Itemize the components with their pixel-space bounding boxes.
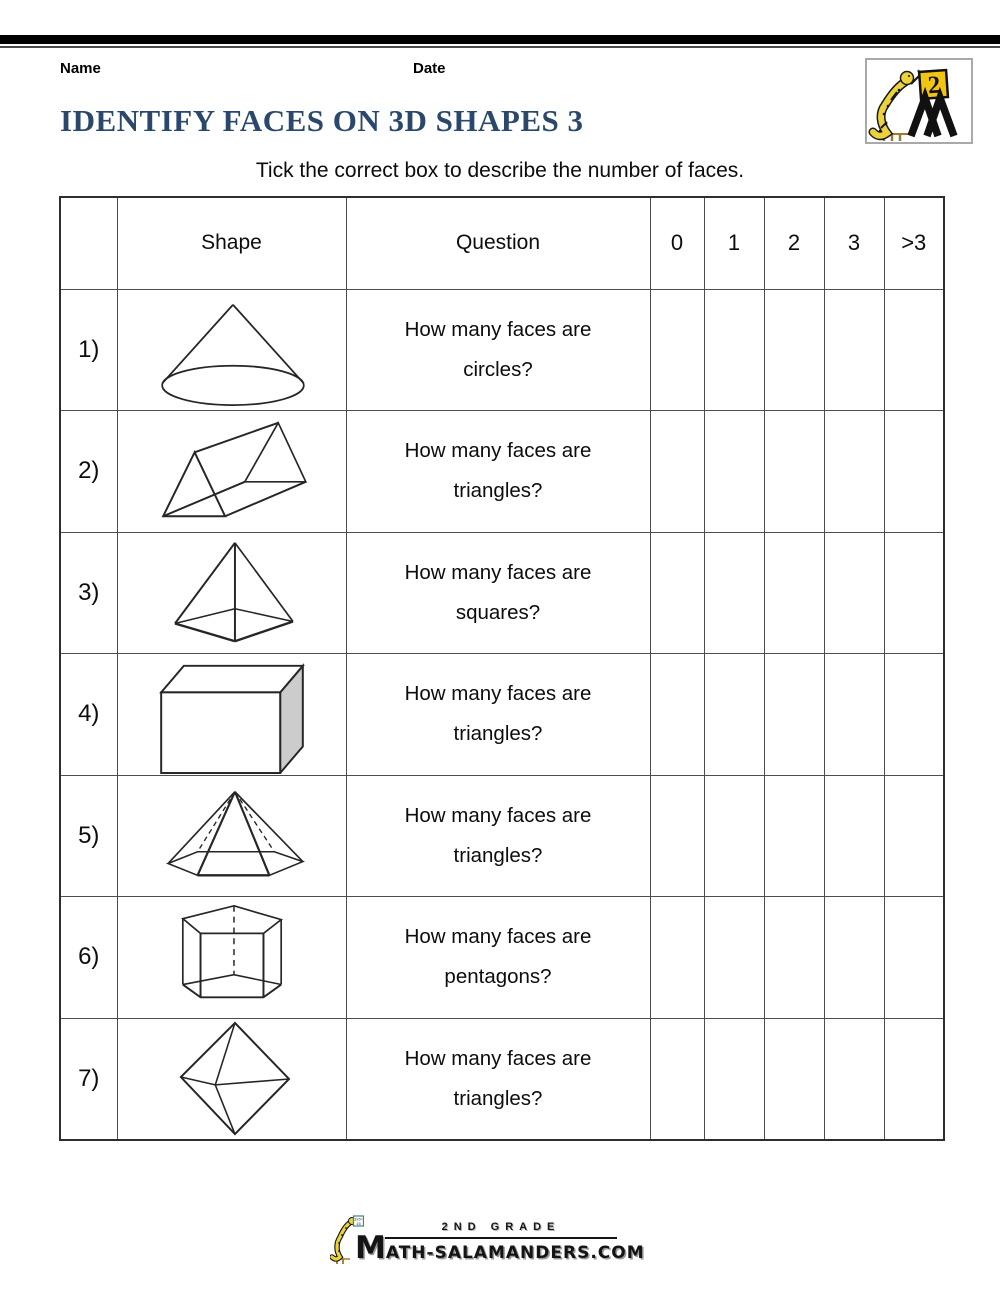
tick-cell[interactable] (824, 289, 884, 411)
table-row (60, 532, 944, 654)
square-pyramid-shape-icon (118, 533, 346, 653)
table-row (60, 775, 944, 897)
question-text: How many faces are triangles? (346, 1018, 650, 1140)
brand-logo (865, 58, 973, 144)
table-row (60, 654, 944, 776)
table-row (60, 289, 944, 411)
tick-cell[interactable] (764, 532, 824, 654)
tick-cell[interactable] (764, 289, 824, 411)
question-text: How many faces are circles? (346, 289, 650, 411)
tick-cell[interactable] (704, 532, 764, 654)
row-number: 3) (60, 532, 117, 654)
tick-cell[interactable] (884, 289, 944, 411)
salamander-logo-icon (867, 60, 971, 142)
shape-cell (117, 532, 346, 654)
name-label: Name (60, 60, 101, 77)
svg-text:3x5=: 3x5= (354, 1216, 363, 1222)
cone-shape-icon (118, 290, 346, 410)
tick-cell[interactable] (650, 775, 704, 897)
tick-cell[interactable] (764, 775, 824, 897)
tick-cell[interactable] (650, 411, 704, 533)
faces-table (59, 196, 945, 1141)
date-label: Date (413, 60, 446, 77)
page-title: IDENTIFY FACES ON 3D SHAPES 3 (60, 103, 584, 138)
tick-cell[interactable] (824, 654, 884, 776)
question-text: How many faces are triangles? (346, 411, 650, 533)
shape-cell (117, 289, 346, 411)
tick-cell[interactable] (704, 1018, 764, 1140)
column-header-question: Question (346, 197, 650, 289)
tick-cell[interactable] (824, 411, 884, 533)
footer-brand (330, 1213, 670, 1273)
table-row (60, 897, 944, 1019)
m-letter-icon (911, 98, 954, 136)
shape-cell (117, 775, 346, 897)
tick-cell[interactable] (650, 897, 704, 1019)
column-header-1: 1 (704, 197, 764, 289)
tick-cell[interactable] (764, 411, 824, 533)
octahedron-shape-icon (118, 1019, 346, 1139)
tick-cell[interactable] (650, 1018, 704, 1140)
column-header-0: 0 (650, 197, 704, 289)
svg-text:15: 15 (356, 1221, 361, 1226)
tick-cell[interactable] (704, 775, 764, 897)
tick-cell[interactable] (884, 411, 944, 533)
row-number: 2) (60, 411, 117, 533)
tick-cell[interactable] (764, 654, 824, 776)
column-header-gt3: >3 (884, 197, 944, 289)
shape-cell (117, 654, 346, 776)
tick-cell[interactable] (884, 775, 944, 897)
tick-cell[interactable] (650, 289, 704, 411)
cuboid-shape-icon (118, 654, 346, 774)
table-row (60, 1018, 944, 1140)
column-header-shape: Shape (117, 197, 346, 289)
header-row (60, 197, 944, 289)
tick-cell[interactable] (704, 411, 764, 533)
footer-site-text (355, 1230, 645, 1266)
footer-site-rest: ATH-SALAMANDERS.COM (385, 1243, 645, 1263)
triangular-prism-shape-icon (118, 411, 346, 531)
row-number: 1) (60, 289, 117, 411)
tick-cell[interactable] (764, 1018, 824, 1140)
tick-cell[interactable] (650, 532, 704, 654)
tick-cell[interactable] (824, 1018, 884, 1140)
shape-cell (117, 411, 346, 533)
row-number: 4) (60, 654, 117, 776)
question-text: How many faces are pentagons? (346, 897, 650, 1019)
top-rule-thick (0, 35, 1000, 44)
pentagonal-prism-shape-icon (118, 897, 346, 1017)
corner-header-cell (60, 197, 117, 289)
grade-number: 2 (926, 71, 942, 100)
row-number: 6) (60, 897, 117, 1019)
row-number: 5) (60, 775, 117, 897)
hexagonal-pyramid-shape-icon (118, 776, 346, 896)
tick-cell[interactable] (824, 897, 884, 1019)
column-header-3: 3 (824, 197, 884, 289)
instruction-text: Tick the correct box to describe the number of faces. (255, 159, 745, 182)
footer-grade-text: 2ND GRADE (441, 1221, 561, 1233)
tick-cell[interactable] (884, 532, 944, 654)
shape-cell (117, 1018, 346, 1140)
tick-cell[interactable] (884, 654, 944, 776)
shape-cell (117, 897, 346, 1019)
tick-cell[interactable] (764, 897, 824, 1019)
tick-cell[interactable] (884, 897, 944, 1019)
tick-cell[interactable] (824, 532, 884, 654)
footer-site-initial: M (355, 1230, 386, 1266)
tick-cell[interactable] (704, 654, 764, 776)
top-rule-thin (0, 46, 1000, 48)
tick-cell[interactable] (704, 289, 764, 411)
tick-cell[interactable] (704, 897, 764, 1019)
tick-cell[interactable] (884, 1018, 944, 1140)
tick-cell[interactable] (650, 654, 704, 776)
row-number: 7) (60, 1018, 117, 1140)
question-text: How many faces are triangles? (346, 775, 650, 897)
question-text: How many faces are squares? (346, 532, 650, 654)
column-header-2: 2 (764, 197, 824, 289)
question-text: How many faces are triangles? (346, 654, 650, 776)
footer-board-icon (354, 1216, 364, 1226)
tick-cell[interactable] (824, 775, 884, 897)
table-row (60, 411, 944, 533)
